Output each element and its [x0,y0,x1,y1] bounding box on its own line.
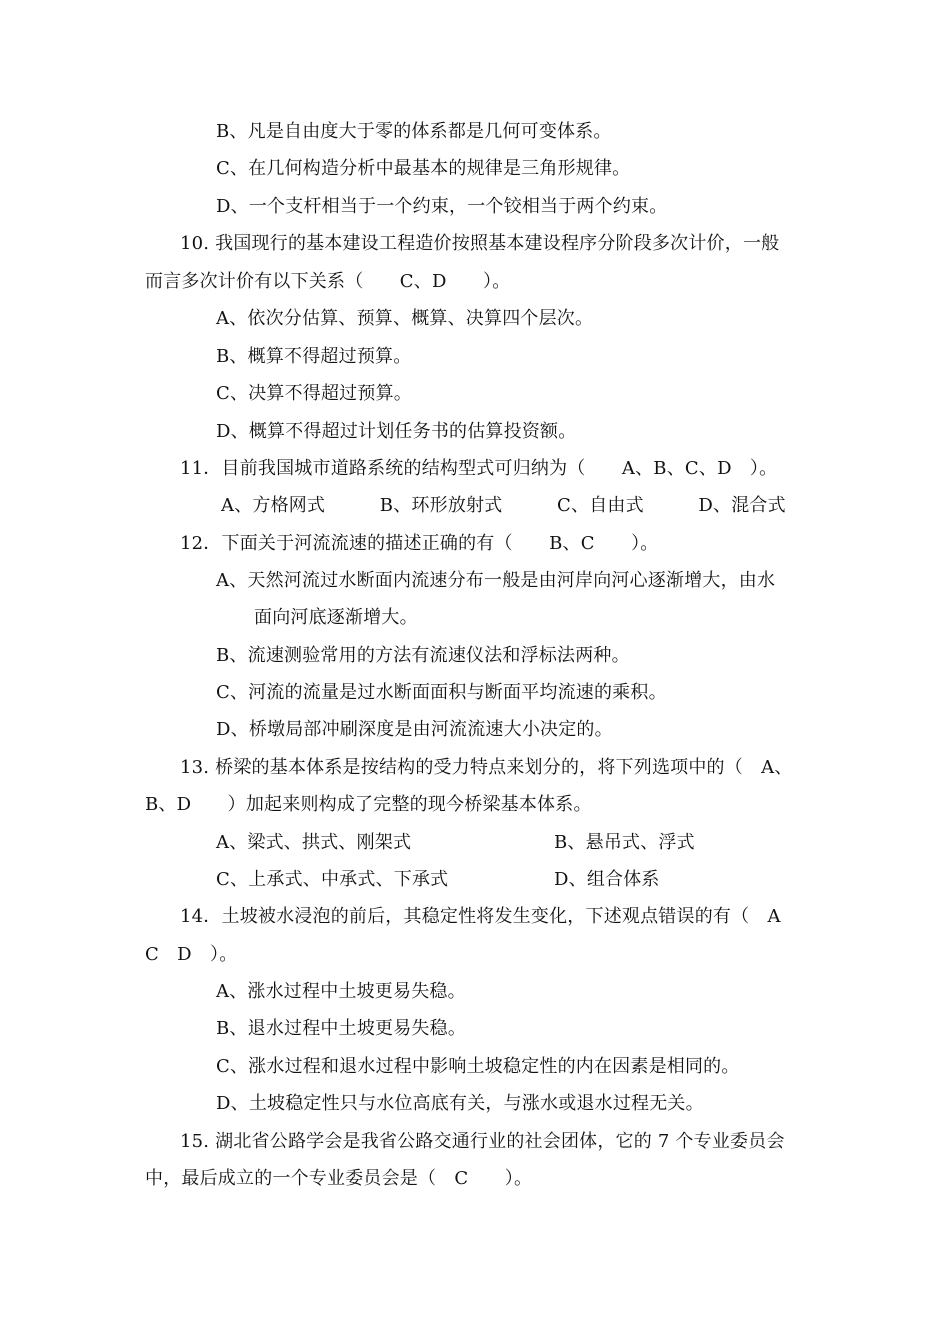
option-9d: D、一个支杆相当于一个约束，一个铰相当于两个约束。 [216,196,668,217]
option-14d: D、土坡稳定性只与水位高底有关，与涨水或退水过程无关。 [216,1093,704,1114]
question-15: 15. 湖北省公路学会是我省公路交通行业的社会团体，它的 7 个专业委员会 [180,1131,785,1152]
option-12b: B、流速测验常用的方法有流速仪法和浮标法两种。 [216,645,630,666]
option-9c: C、在几何构造分析中最基本的规律是三角形规律。 [216,158,631,179]
question-12: 12．下面关于河流流速的描述正确的有（ B、C ）。 [180,533,659,554]
option-12a-cont: 面向河底逐渐增大。 [254,607,418,628]
option-10d: D、概算不得超过计划任务书的估算投资额。 [216,421,577,442]
option-9b: B、凡是自由度大于零的体系都是几何可变体系。 [216,121,612,142]
option-13d: D、组合体系 [554,869,660,890]
option-10a: A、依次分估算、预算、概算、决算四个层次。 [216,308,594,329]
option-10b: B、概算不得超过预算。 [216,346,412,367]
question-11: 11．目前我国城市道路系统的结构型式可归纳为（ A、B、C、D ）。 [180,458,778,479]
question-14-cont: C D ）。 [145,944,238,965]
question-15-cont: 中，最后成立的一个专业委员会是（ C ）。 [145,1168,533,1189]
question-13: 13. 桥梁的基本体系是按结构的受力特点来划分的，将下列选项中的（ A、 [180,757,793,778]
option-13b: B、悬吊式、浮式 [554,832,695,853]
option-14c: C、涨水过程和退水过程中影响土坡稳定性的内在因素是相同的。 [216,1056,740,1077]
option-14a: A、涨水过程中土坡更易失稳。 [216,981,466,1002]
option-13c: C、上承式、中承式、下承式 [216,869,449,890]
option-12a: A、天然河流过水断面内流速分布一般是由河岸向河心逐渐增大，由水 [216,570,776,591]
option-10c: C、决算不得超过预算。 [216,383,412,404]
question-13-cont: B、D ）加起来则构成了完整的现今桥梁基本体系。 [145,794,592,815]
question-14: 14．土坡被水浸泡的前后，其稳定性将发生变化，下述观点错误的有（ A [180,906,781,927]
options-11: A、方格网式 B、环形放射式 C、自由式 D、混合式 [221,495,786,516]
option-14b: B、退水过程中土坡更易失稳。 [216,1018,467,1039]
option-12d: D、桥墩局部冲刷深度是由河流流速大小决定的。 [216,719,613,740]
option-13a: A、梁式、拱式、刚架式 [216,832,412,853]
question-10-cont: 而言多次计价有以下关系（ C、D ）。 [145,271,511,292]
question-10: 10. 我国现行的基本建设工程造价按照基本建设程序分阶段多次计价，一般 [180,233,780,254]
option-12c: C、河流的流量是过水断面面积与断面平均流速的乘积。 [216,682,667,703]
